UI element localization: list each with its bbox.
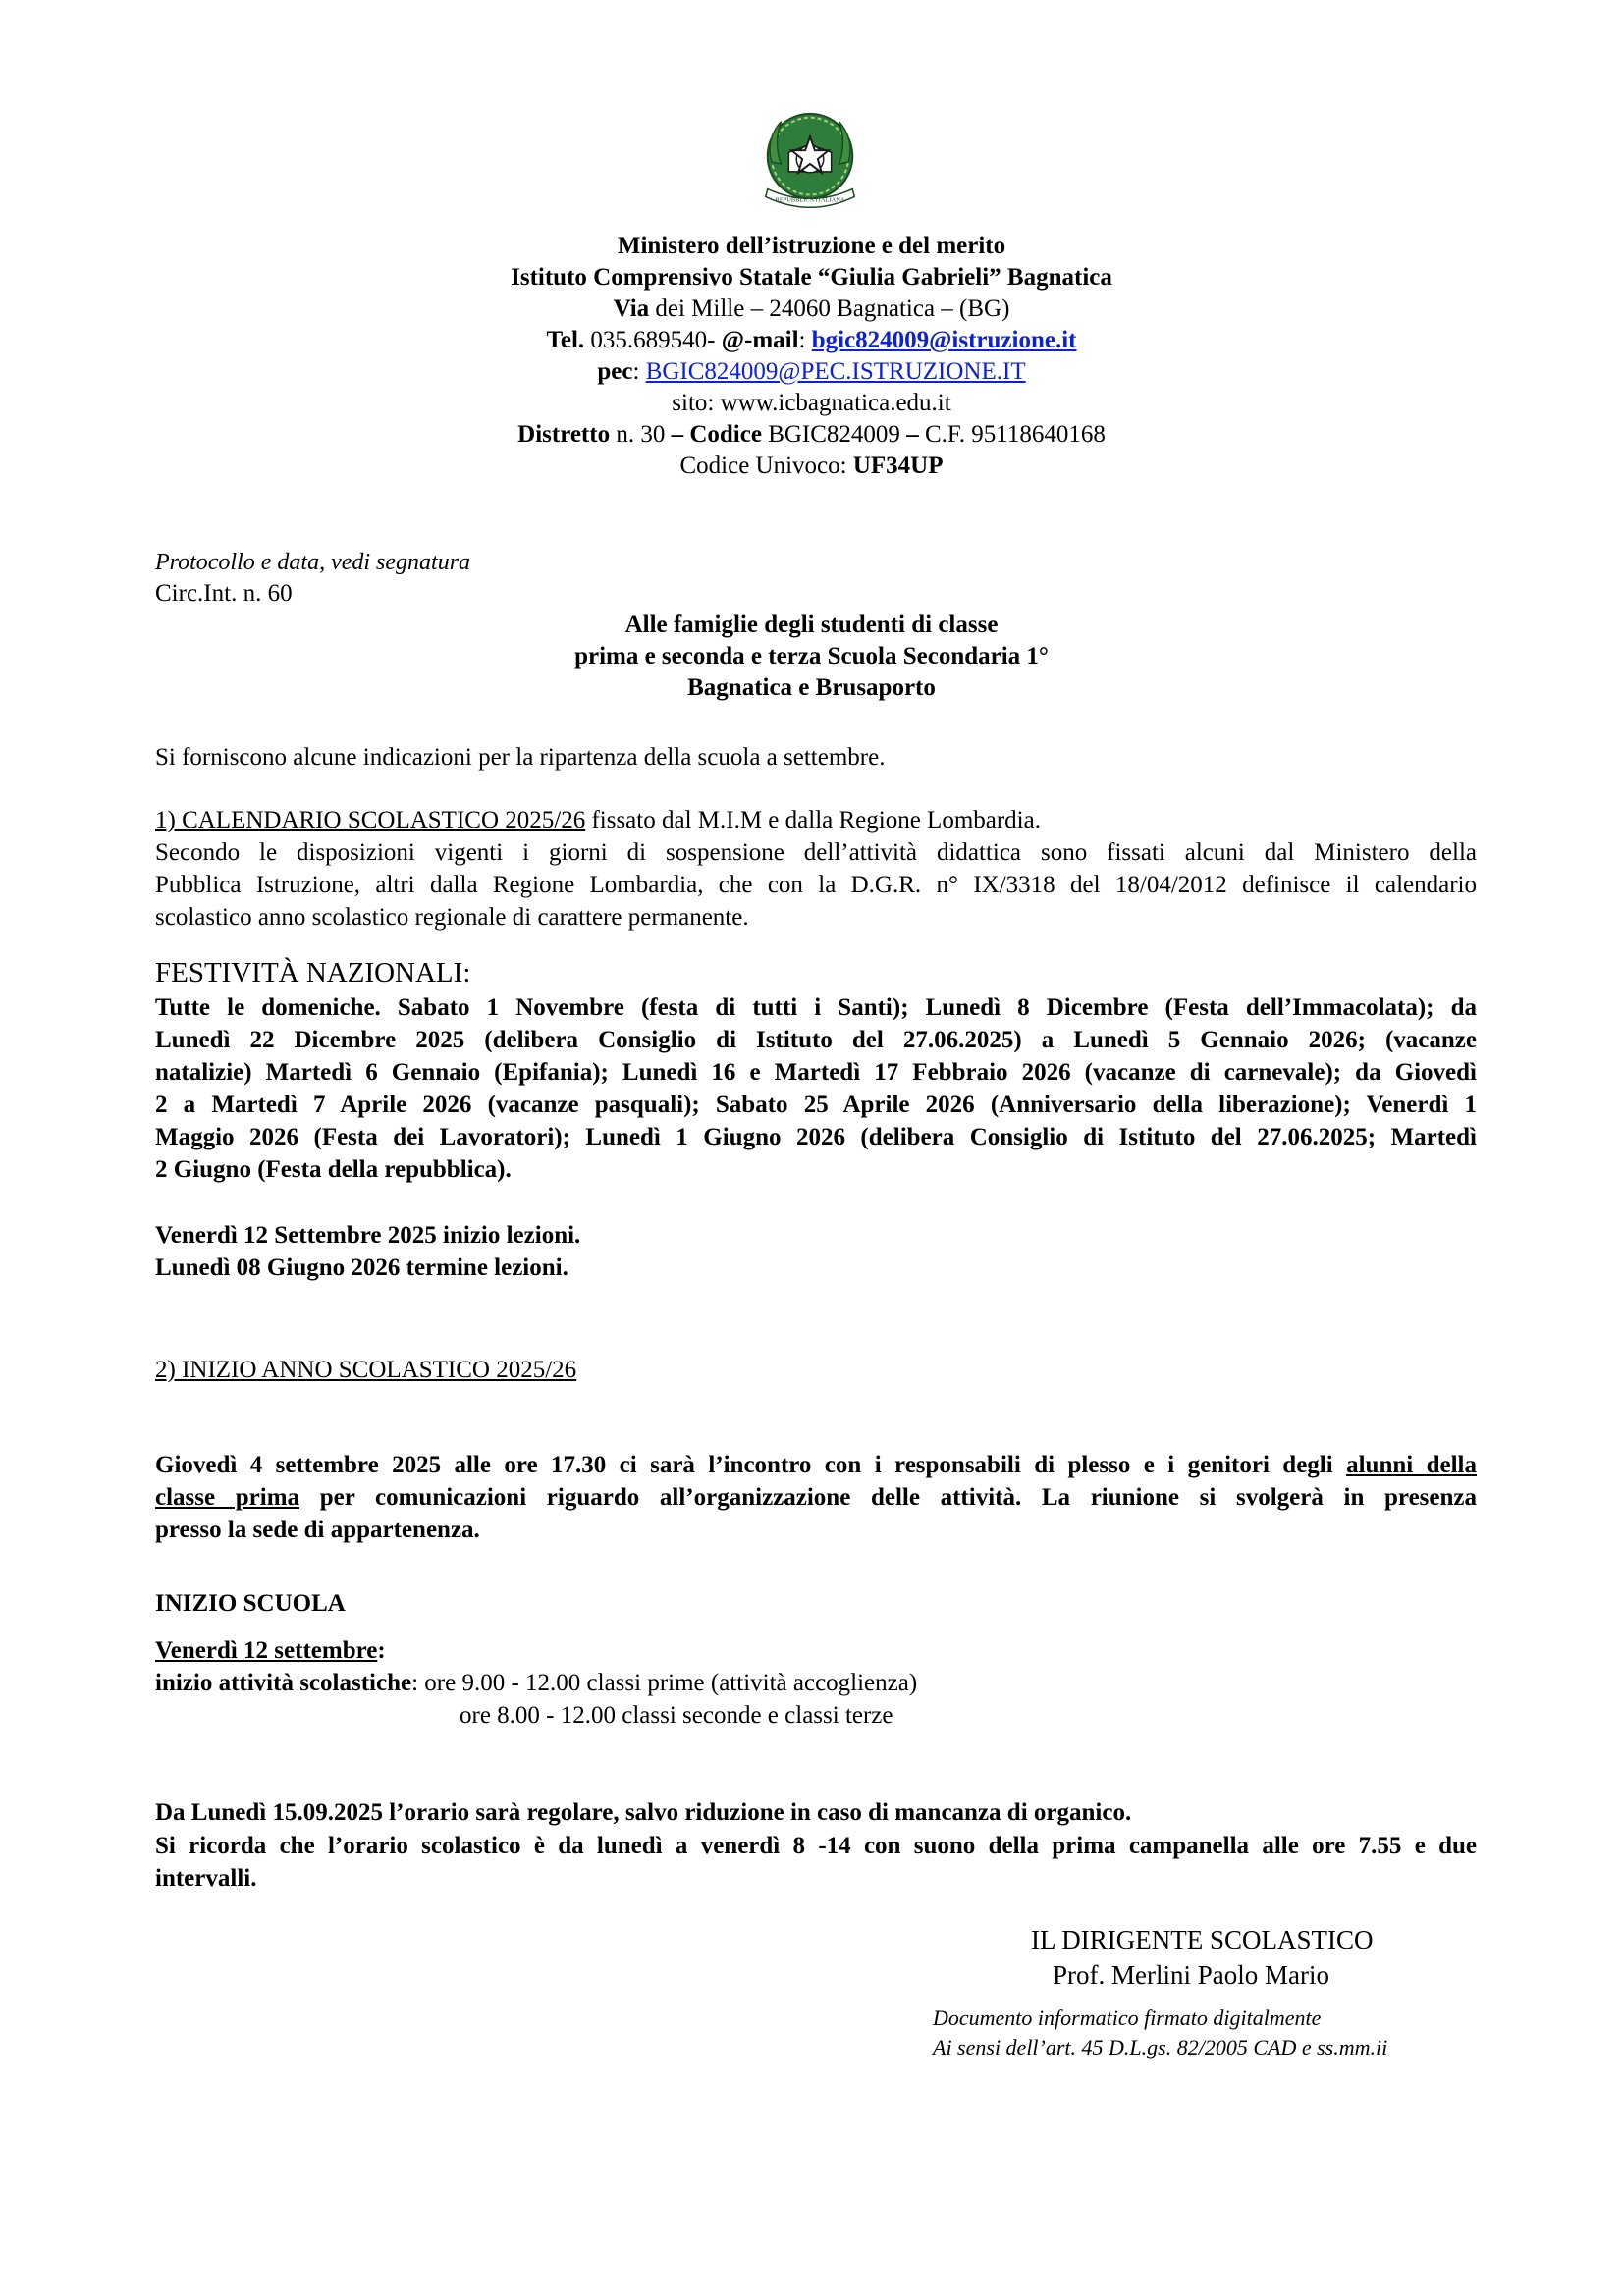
meeting-line-1-text: Giovedì 4 settembre 2025 alle ore 17.30 ci sarà l’incontro con i responsabili di plesso e i genitori degli bbox=[155, 1452, 1347, 1478]
digital-signature-note: Documento informatico firmato digitalmente bbox=[933, 2005, 1322, 2030]
inizio-scuola-title: INIZIO SCUOLA bbox=[155, 1590, 346, 1617]
email-sep: : bbox=[798, 327, 812, 353]
section1-heading bbox=[155, 805, 1041, 836]
recipient-line-2: prima e seconda e terza Scuola Secondaria 1° bbox=[574, 643, 1049, 669]
email-link[interactable]: bgic824009@istruzione.it bbox=[811, 327, 1077, 353]
inizio-scuola-label: inizio attività scolastiche bbox=[155, 1670, 412, 1696]
address-line bbox=[0, 294, 1623, 325]
tel-value: 035.689540- bbox=[584, 327, 722, 353]
lessons-end: Lunedì 08 Giugno 2026 termine lezioni. bbox=[155, 1255, 568, 1281]
timetable-line: Si ricorda che l’orario scolastico è da lunedì a venerdì 8 -14 con suono della prima campanella alle ore 7.55 e due bbox=[155, 1833, 1477, 1859]
pec-link[interactable]: BGIC824009@PEC.ISTRUZIONE.IT bbox=[645, 358, 1026, 385]
timetable-line: intervalli. bbox=[155, 1865, 257, 1892]
inizio-scuola-day-date: Venerdì 12 settembre bbox=[155, 1637, 378, 1664]
intro-text: Si forniscono alcune indicazioni per la ripartenza della scuola a settembre. bbox=[155, 744, 886, 771]
signature-title: IL DIRIGENTE SCOLASTICO bbox=[1031, 1925, 1374, 1954]
website-line: sito: www.icbagnatica.edu.it bbox=[672, 390, 951, 416]
festivita-title: FESTIVITÀ NAZIONALI bbox=[155, 957, 463, 988]
festivita-colon: : bbox=[462, 957, 471, 988]
festivita-line: 2 Giugno (Festa della repubblica). bbox=[155, 1156, 512, 1183]
recipient-line-3: Bagnatica e Brusaporto bbox=[687, 674, 936, 701]
festivita-line: natalizie) Martedì 6 Gennaio (Epifania); Lunedì 16 e Martedì 17 Febbraio 2026 (vacanze di carnevale); da Giovedì bbox=[155, 1059, 1477, 1086]
festivita-heading bbox=[155, 957, 470, 988]
inizio-scuola-row-2: ore 8.00 - 12.00 classi seconde e classi terze bbox=[460, 1702, 893, 1729]
codice-label: – Codice bbox=[671, 421, 762, 448]
univoco-value: UF34UP bbox=[852, 453, 944, 479]
emblem-motto: REPUBBLICA ITALIANA bbox=[775, 196, 845, 204]
address-label: Via bbox=[613, 295, 650, 322]
timetable-paragraph bbox=[155, 1830, 1477, 1895]
section1-line: scolastico anno scolastico regionale di carattere permanente. bbox=[155, 904, 749, 931]
meeting-line-2 bbox=[155, 1481, 1477, 1514]
recipient-line-1: Alle famiglie degli studenti di classe bbox=[624, 612, 999, 638]
section2-title: 2) INIZIO ANNO SCOLASTICO 2025/26 bbox=[155, 1357, 577, 1383]
address-value: dei Mille – 24060 Bagnatica – (BG) bbox=[649, 295, 1010, 322]
circular-number: Circ.Int. n. 60 bbox=[155, 580, 293, 607]
meeting-line-2-text: per comunicazioni riguardo all’organizzazione delle attività. La riunione si svolgerà in presenza bbox=[299, 1484, 1477, 1511]
school-name: Istituto Comprensivo Statale “Giulia Gabrieli” Bagnatica bbox=[511, 264, 1112, 291]
section1-line: Pubblica Istruzione, altri dalla Regione Lombardia, che con la D.G.R. n° IX/3318 del 18/04/2012 definisce il calendario bbox=[155, 872, 1477, 898]
codes-line bbox=[0, 419, 1623, 451]
meeting-line-1-underlined: alunni della bbox=[1346, 1452, 1477, 1478]
contact-line bbox=[0, 325, 1623, 356]
pec-sep: : bbox=[632, 358, 646, 385]
meeting-line-1 bbox=[155, 1449, 1477, 1481]
festivita-line: Lunedì 22 Dicembre 2025 (delibera Consiglio di Istituto del 27.06.2025) a Lunedì 5 Gennaio 2026; (vacanze bbox=[155, 1027, 1477, 1053]
distretto-value: n. 30 bbox=[610, 421, 672, 448]
legal-reference-note: Ai sensi dell’art. 45 D.L.gs. 82/2005 CAD e ss.mm.ii bbox=[933, 2035, 1388, 2059]
festivita-paragraph bbox=[155, 991, 1477, 1186]
signature-name: Prof. Merlini Paolo Mario bbox=[1053, 1960, 1329, 1990]
codice-value: BGIC824009 bbox=[761, 421, 907, 448]
festivita-line: Maggio 2026 (Festa dei Lavoratori); Lunedì 1 Giugno 2026 (delibera Consiglio di Istituto del 27.06.2025; Martedì bbox=[155, 1124, 1477, 1150]
univoco-line bbox=[0, 451, 1623, 482]
inizio-scuola-day bbox=[155, 1635, 386, 1667]
section1-title: 1) CALENDARIO SCOLASTICO 2025/26 bbox=[155, 807, 586, 833]
inizio-scuola-day-colon: : bbox=[377, 1637, 386, 1664]
cf-value: C.F. 95118640168 bbox=[918, 421, 1106, 448]
ministry-line: Ministero dell’istruzione e del merito bbox=[617, 233, 1006, 259]
festivita-line: Tutte le domeniche. Sabato 1 Novembre (festa di tutti i Santi); Lunedì 8 Dicembre (Festa dell’Immacolata); da bbox=[155, 994, 1477, 1021]
lessons-start: Venerdì 12 Settembre 2025 inizio lezioni. bbox=[155, 1222, 581, 1249]
festivita-line: 2 a Martedì 7 Aprile 2026 (vacanze pasquali); Sabato 25 Aprile 2026 (Anniversario della liberazione); Venerdì 1 bbox=[155, 1092, 1477, 1118]
email-label: @-mail bbox=[721, 327, 799, 353]
meeting-paragraph bbox=[155, 1449, 1477, 1546]
inizio-scuola-prime: ore 9.00 - 12.00 classi prime (attività accoglienza) bbox=[424, 1670, 918, 1696]
cf-label: – bbox=[906, 421, 919, 448]
pec-line bbox=[0, 356, 1623, 388]
tel-label: Tel. bbox=[546, 327, 585, 353]
protocol-note: Protocollo e data, vedi segnatura bbox=[155, 550, 471, 575]
univoco-label: Codice Univoco: bbox=[679, 453, 853, 479]
pec-label: pec bbox=[597, 358, 633, 385]
section1-title-rest: fissato dal M.I.M e dalla Regione Lombardia. bbox=[585, 807, 1041, 833]
repubblica-italiana-emblem-icon bbox=[752, 104, 868, 220]
meeting-line-3: presso la sede di appartenenza. bbox=[155, 1517, 480, 1543]
inizio-scuola-row-1 bbox=[155, 1668, 917, 1699]
distretto-label: Distretto bbox=[517, 421, 611, 448]
section1-line: Secondo le disposizioni vigenti i giorni di sospensione dell’attività didattica sono fissati alcuni dal Ministero della bbox=[155, 839, 1477, 866]
meeting-line-2-underlined: classe prima bbox=[155, 1484, 300, 1511]
inizio-scuola-label-colon: : bbox=[411, 1670, 425, 1696]
section1-paragraph bbox=[155, 836, 1477, 934]
regular-schedule-note: Da Lunedì 15.09.2025 l’orario sarà regolare, salvo riduzione in caso di mancanza di organico. bbox=[155, 1799, 1132, 1826]
